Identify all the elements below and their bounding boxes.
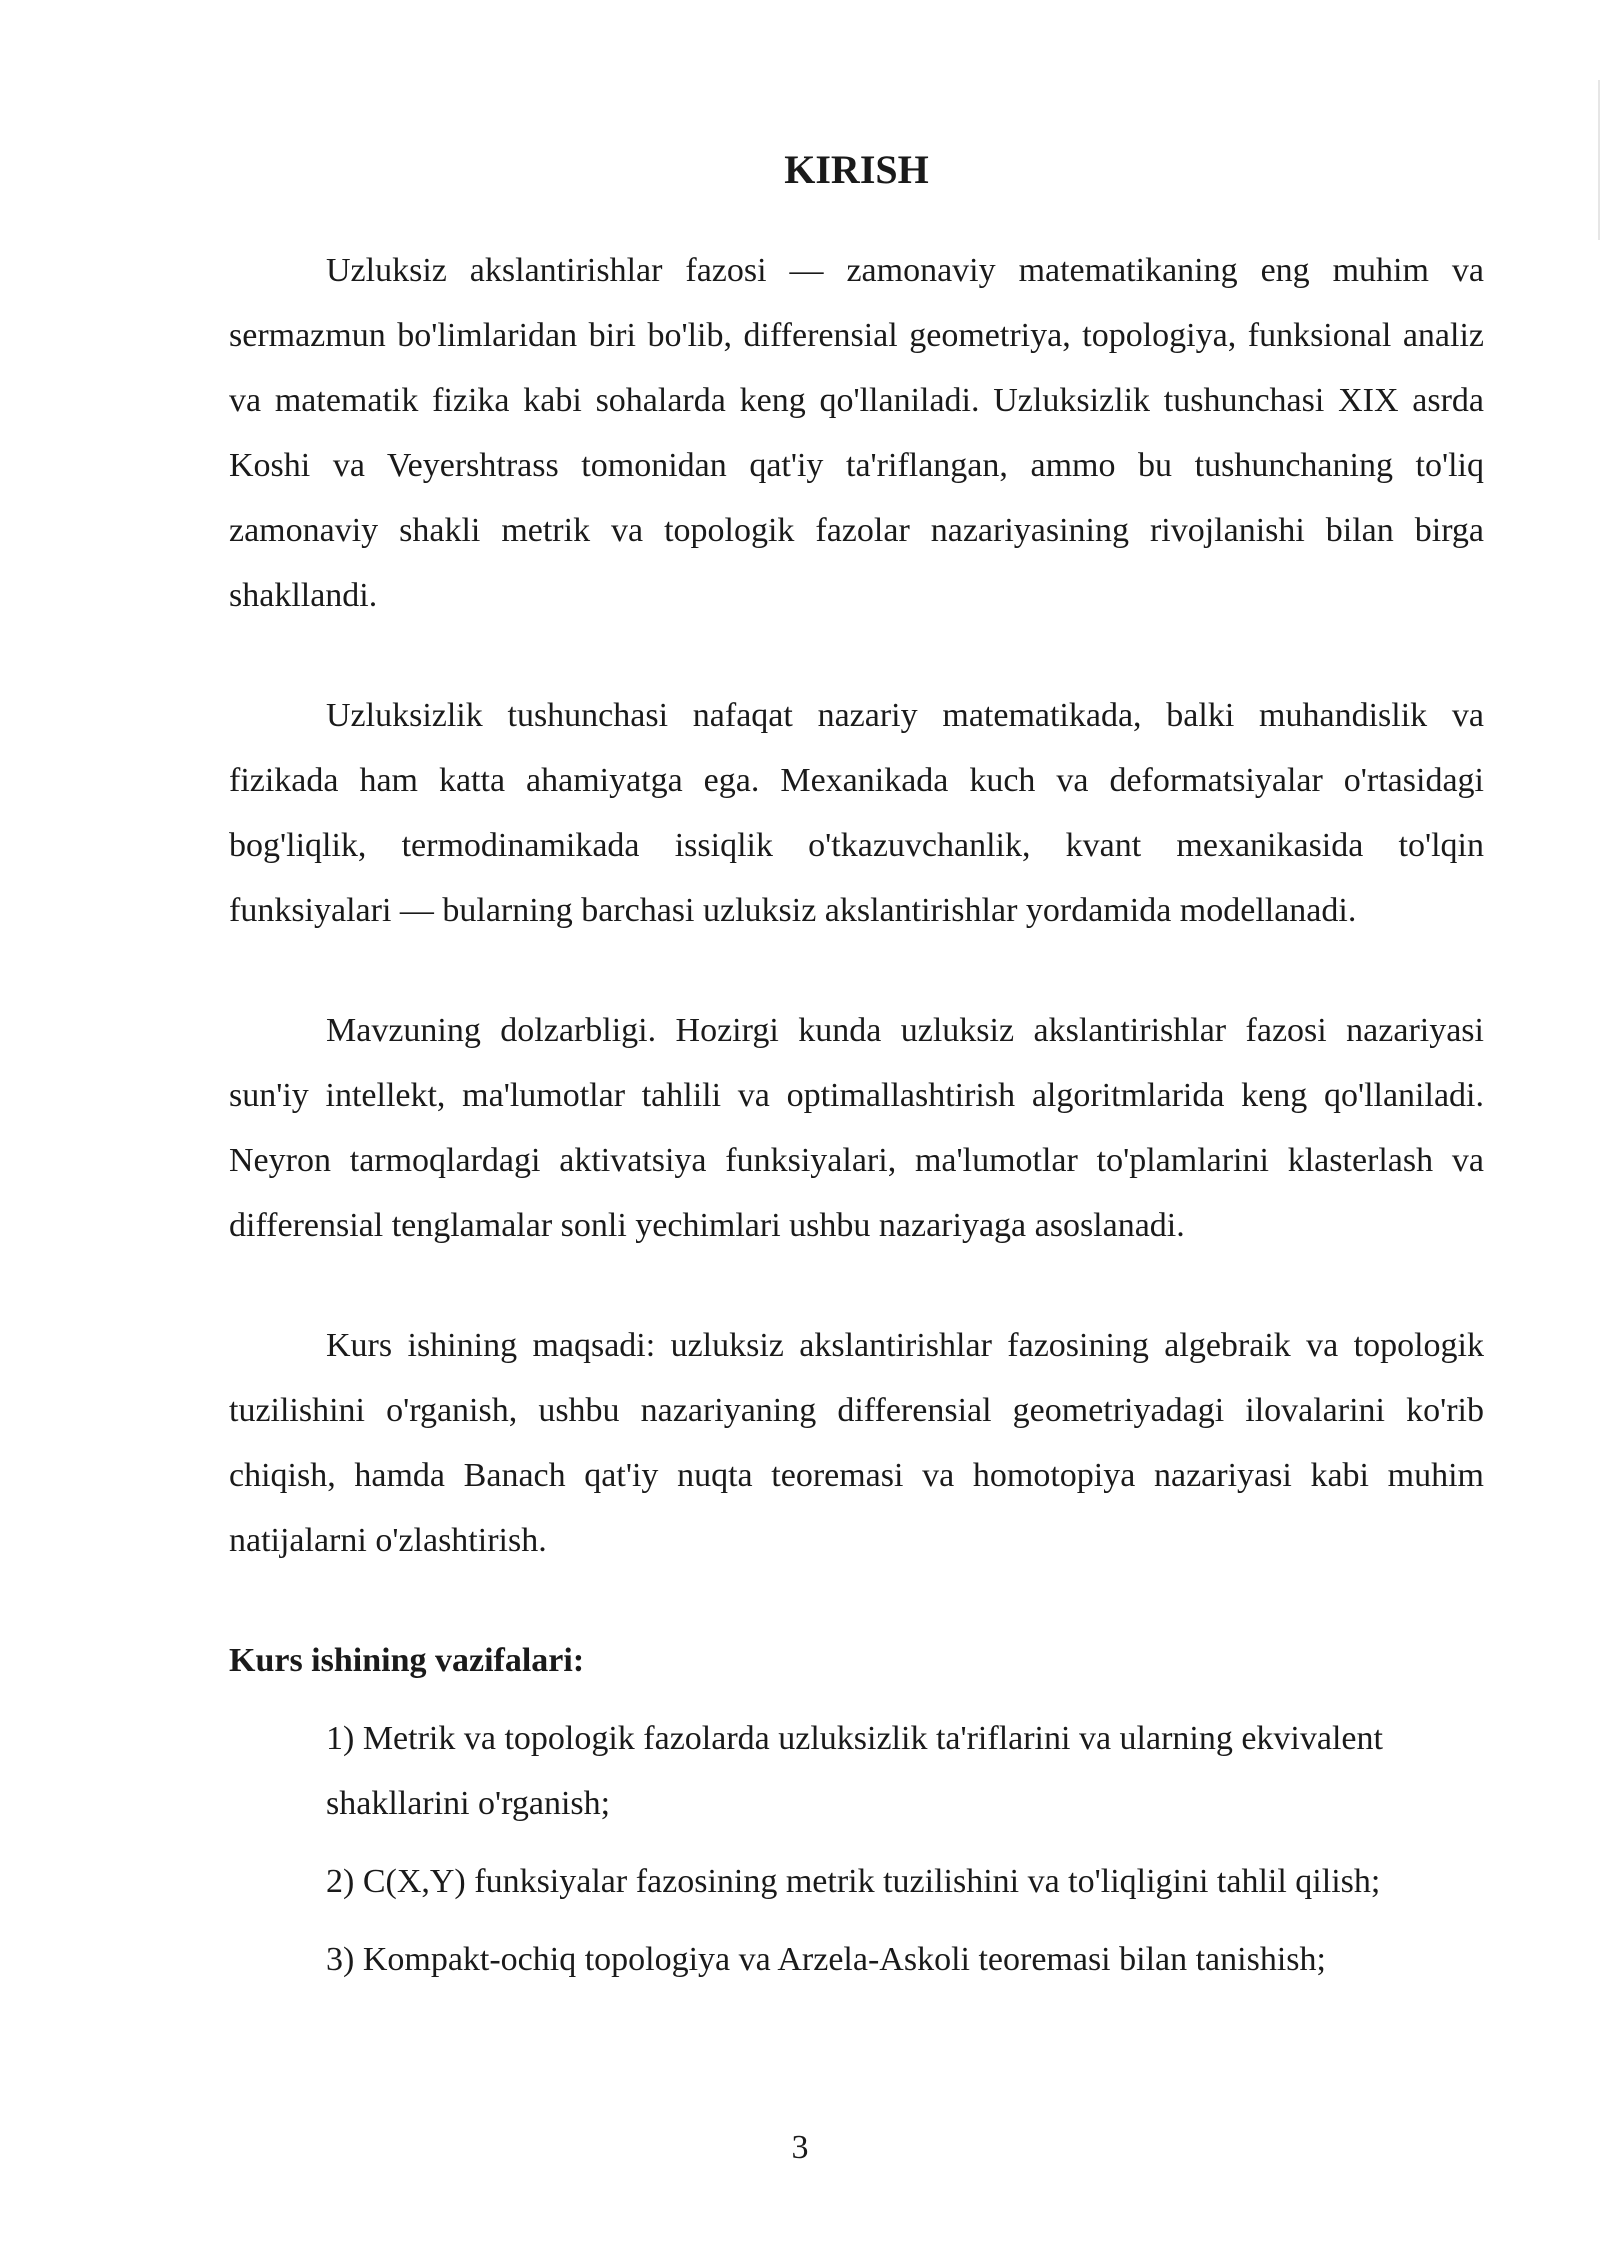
paragraph-goal: Kurs ishining maqsadi: uzluksiz akslantirishlar fazosining algebraik va topologik tuzilishini o'rganish, ushbu nazariyaning differensial geometriyadagi ilovalarini ko'rib chiqish, hamda Banach qat'iy nuqta teoremasi va homotopiya nazariyasi kabi muhim natijalarni o'zlashtirish. (229, 1327, 1484, 1559)
paragraph-introduction: Uzluksiz akslantirishlar fazosi — zamonaviy matematikaning eng muhim va sermazmun bo'limlaridan biri bo'lib, differensial geometriya, topologiya, funksional analiz va matematik fizika kabi sohalarda keng qo'llaniladi. Uzluksizlik tushunchasi XIX asrda Koshi va Veyershtrass tomonidan qat'iy ta'riflangan, ammo bu tushunchaning to'liq zamonaviy shakli metrik va topologik fazolar nazariyasining rivojlanishi bilan birga shakllandi. (229, 252, 1484, 614)
task-item: 2) C(X,Y) funksiyalar fazosining metrik tuzilishini va to'liqligini tahlil qilish; (326, 1863, 1381, 1900)
section-title: KIRISH (784, 147, 929, 192)
task-item: 3) Kompakt-ochiq topologiya va Arzela-Askoli teoremasi bilan tanishish; (326, 1941, 1326, 1978)
tasks-list (229, 1706, 1484, 1992)
tasks-heading: Kurs ishining vazifalari: (229, 1642, 585, 1679)
paragraph-relevance: Mavzuning dolzarbligi. Hozirgi kunda uzluksiz akslantirishlar fazosi nazariyasi sun'iy intellekt, ma'lumotlar tahlili va optimallashtirish algoritmlarida keng qo'llaniladi. Neyron tarmoqlardagi aktivatsiya funksiyalari, ma'lumotlar to'plamlarini klasterlash va differensial tenglamalar sonli yechimlari ushbu nazariyaga asoslanadi. (229, 1012, 1484, 1244)
page-content (229, 140, 1484, 2005)
paragraph-applications: Uzluksizlik tushunchasi nafaqat nazariy matematikada, balki muhandislik va fizikada ham katta ahamiyatga ega. Mexanikada kuch va deformatsiyalar o'rtasidagi bog'liqlik, termodinamikada issiqlik o'tkazuvchanlik, kvant mexanikasida to'lqin funksiyalari — bularning barchasi uzluksiz akslantirishlar yordamida modellanadi. (229, 697, 1484, 929)
page-number: 3 (791, 2129, 809, 2166)
task-item: 1) Metrik va topologik fazolarda uzluksizlik ta'riflarini va ularning ekvivalent shakllarini o'rganish; (326, 1720, 1383, 1822)
